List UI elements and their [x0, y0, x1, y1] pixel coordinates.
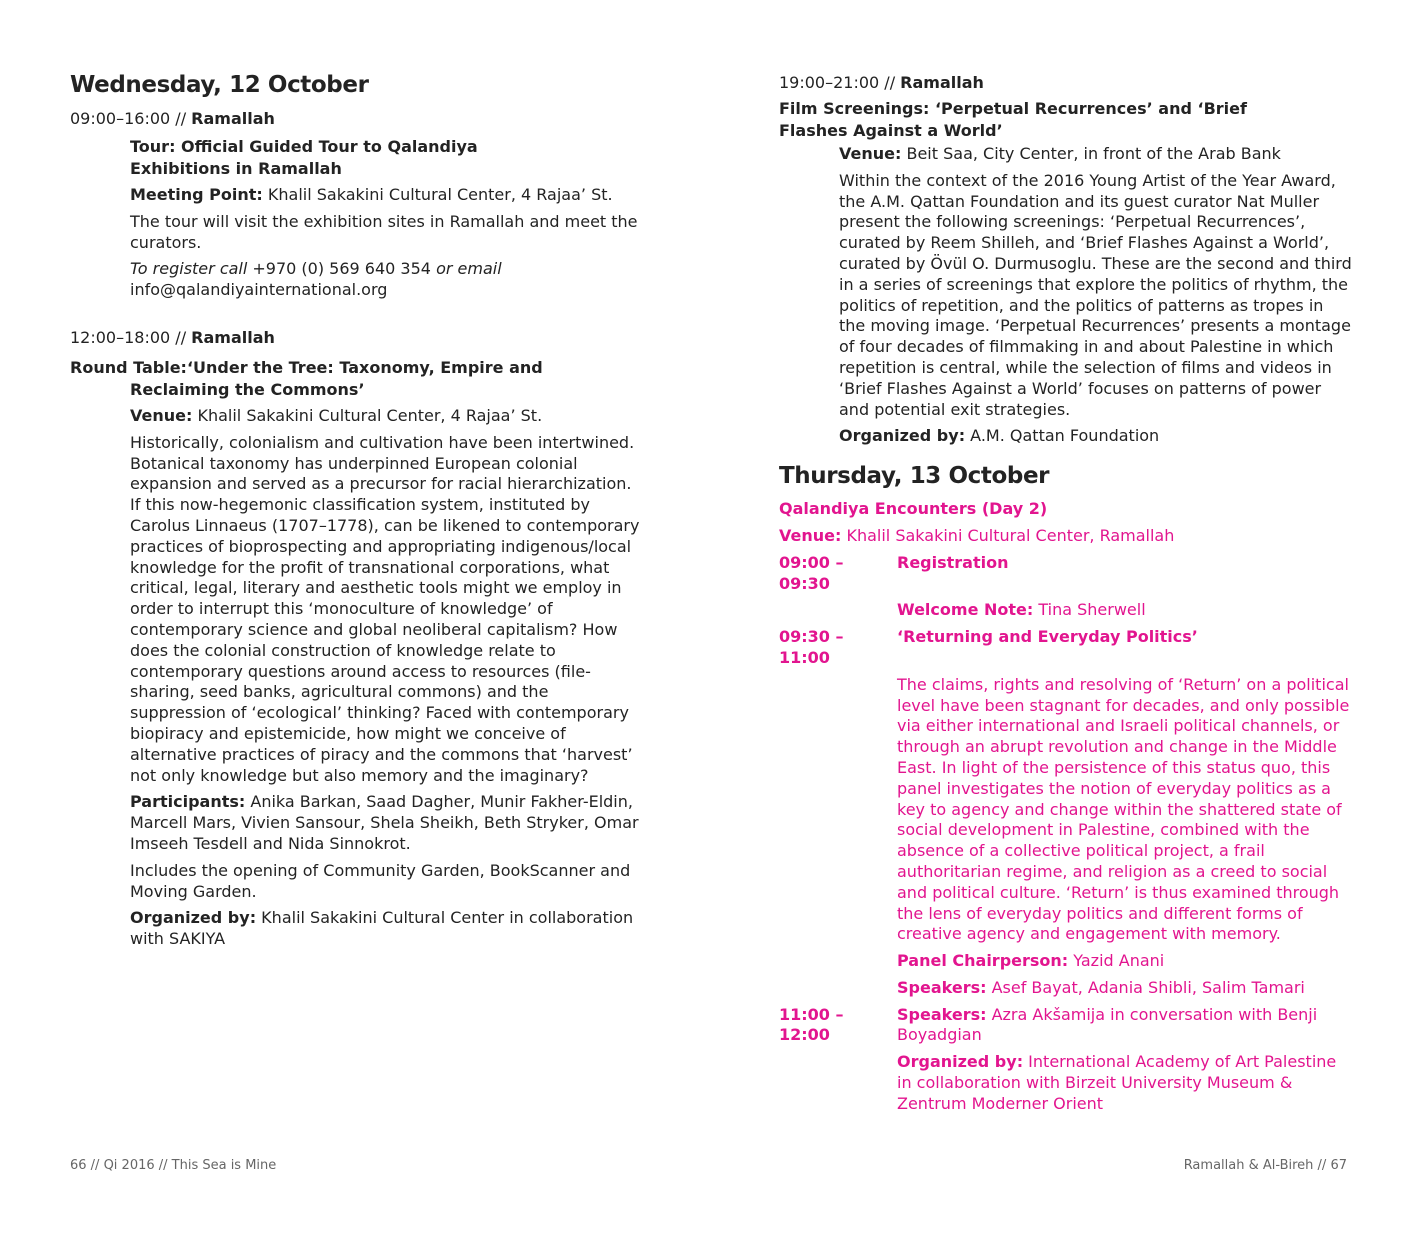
- event-title: Tour: Official Guided Tour to Qalandiya Exhibitions in Ramallah: [130, 137, 478, 178]
- schedule-row-registration: [779, 553, 1354, 595]
- schedule-row-chair: [779, 951, 1354, 972]
- event-film-screenings: [779, 72, 1354, 447]
- event-time: 19:00–21:00 // Ramallah: [779, 73, 984, 92]
- event-place: Ramallah: [191, 327, 275, 347]
- event-time: 09:00–16:00 // Ramallah: [70, 109, 275, 128]
- speakers: Speakers: Azra Akšamija in conversation with Benji Boyadgian: [897, 1004, 1318, 1045]
- event-place: Ramallah: [900, 73, 984, 92]
- register-info: To register call +970 (0) 569 640 354 or email info@qalandiyainternational.org: [130, 259, 502, 300]
- encounters-venue: Venue: Khalil Sakakini Cultural Center, Ramallah: [779, 525, 1175, 545]
- participants: Participants: Anika Barkan, Saad Dagher, Munir Fakher-Eldin, Marcell Mars, Vivien Sansour, Shela Sheikh, Beth Stryker, Omar Imseeh Tesdell and Nida Sinnokrot.: [130, 792, 639, 853]
- encounters-title: Qalandiya Encounters (Day 2): [779, 499, 1048, 519]
- footer-right-page-number: Ramallah & Al-Bireh // 67: [1183, 1158, 1347, 1173]
- schedule-row-conversation: [779, 1005, 1354, 1047]
- event-title: Film Screenings: ‘Perpetual Recurrences’ and ‘Brief Flashes Against a World’: [779, 99, 1247, 140]
- schedule-row-description: [779, 675, 1354, 945]
- slot-description: The claims, rights and resolving of ‘Return’ on a political level have been stagnant for decades, and only possible via either international and Israeli political channels, or through an abrupt revolution and change in the Middle East. In light of the persistence of this status quo, this panel investigates the notion of everyday politics as a key to agency and change within the shattered state of social development in Palestine, combined with the absence of a collective political project, a frail authoritarian regime, and religion as a creed to social and political culture. ‘Return’ is thus examined through the lens of everyday politics and different forms of creative agency and engagement with memory.: [897, 674, 1350, 944]
- organized-by: Organized by: A.M. Qattan Foundation: [839, 426, 1160, 446]
- event-description: Historically, colonialism and cultivation have been intertwined. Botanical taxonomy has underpinned European colonial expansion and served as a precursor for racial hierarchization. If this now-hegemonic classification system, instituted by Carolus Linnaeus (1707–1778), can be likened to contemporary practices of bioprospecting and appropriating indigenous/local knowledge for the profit of transnational corporations, what critical, legal, literary and aesthetic tools might we employ in order to interrupt this ‘monoculture of knowledge’ of contemporary science and global neoliberal capitalism? How does the colonial construction of knowledge relate to contemporary questions around access to resources (file-sharing, seed banks, agricultural commons) and the suppression of ‘ecological’ thinking? Faced with contemporary biopiracy and epistemicide, how might we conceive of alternative practices of piracy and the commons that ‘harvest’ not only knowledge but also memory and the imaginary?: [130, 432, 640, 785]
- event-place: Ramallah: [191, 109, 275, 128]
- speakers: Speakers: Asef Bayat, Adania Shibli, Salim Tamari: [897, 977, 1305, 997]
- schedule-row-returning: [779, 627, 1354, 669]
- slot-title: ‘Returning and Everyday Politics’: [897, 627, 1198, 647]
- welcome-note: Welcome Note: Tina Sherwell: [897, 600, 1146, 620]
- venue: Venue: Beit Saa, City Center, in front of the Arab Bank: [839, 144, 1281, 163]
- slot-time: 09:30 – 11:00: [779, 627, 844, 667]
- day-heading-thursday: Thursday, 13 October: [779, 463, 1050, 490]
- slot-title: Registration: [897, 552, 1009, 572]
- event-tour: [70, 108, 645, 301]
- schedule-row-speakers: [779, 978, 1354, 999]
- organized-by: Organized by: Khalil Sakakini Cultural Center in collaboration with SAKIYA: [130, 908, 634, 949]
- slot-time: 09:00 – 09:30: [779, 552, 844, 593]
- day-heading-wednesday: Wednesday, 12 October: [70, 72, 369, 98]
- event-title: Round Table:‘Under the Tree: Taxonomy, Empire and Reclaiming the Commons’: [70, 357, 543, 399]
- includes-note: Includes the opening of Community Garden, BookScanner and Moving Garden.: [130, 860, 631, 901]
- schedule-row-welcome: [779, 600, 1354, 621]
- panel-chairperson: Panel Chairperson: Yazid Anani: [897, 951, 1165, 971]
- event-time: 12:00–18:00 // Ramallah: [70, 327, 275, 347]
- schedule-row-organized: [779, 1052, 1354, 1114]
- event-description: Within the context of the 2016 Young Artist of the Year Award, the A.M. Qattan Foundation and its guest curator Nat Muller present the following screenings: ‘Perpetual Recurrences’, curated by Reem Shilleh, and ‘Brief Flashes Against a World’, curated by Övül O. Durmusoglu. These are the second and third in a series of screenings that explore the politics of rhythm, the politics of repetition, and the politics of patterns as tropes in the moving image. ‘Perpetual Recurrences’ presents a montage of four decades of filmmaking in and about Palestine in which repetition is central, while the selection of films and videos in ‘Brief Flashes Against a World’ focuses on patterns of power and potential exit strategies.: [839, 170, 1352, 419]
- event-description: The tour will visit the exhibition sites in Ramallah and meet the curators.: [130, 211, 638, 252]
- event-round-table: [70, 327, 645, 950]
- slot-time: 11:00 – 12:00: [779, 1004, 844, 1045]
- register-email: info@qalandiyainternational.org: [130, 280, 388, 300]
- qalandiya-encounters: [779, 499, 1354, 1115]
- organized-by: Organized by: International Academy of Art Palestine in collaboration with Birzeit University Museum & Zentrum Moderner Orient: [897, 1052, 1337, 1113]
- venue: Venue: Khalil Sakakini Cultural Center, 4 Rajaa’ St.: [130, 405, 543, 425]
- meeting-point: Meeting Point: Khalil Sakakini Cultural Center, 4 Rajaa’ St.: [130, 185, 613, 204]
- footer-left-page-number: 66 // Qi 2016 // This Sea is Mine: [70, 1158, 277, 1173]
- left-column: [70, 0, 645, 956]
- right-column: [779, 0, 1354, 1121]
